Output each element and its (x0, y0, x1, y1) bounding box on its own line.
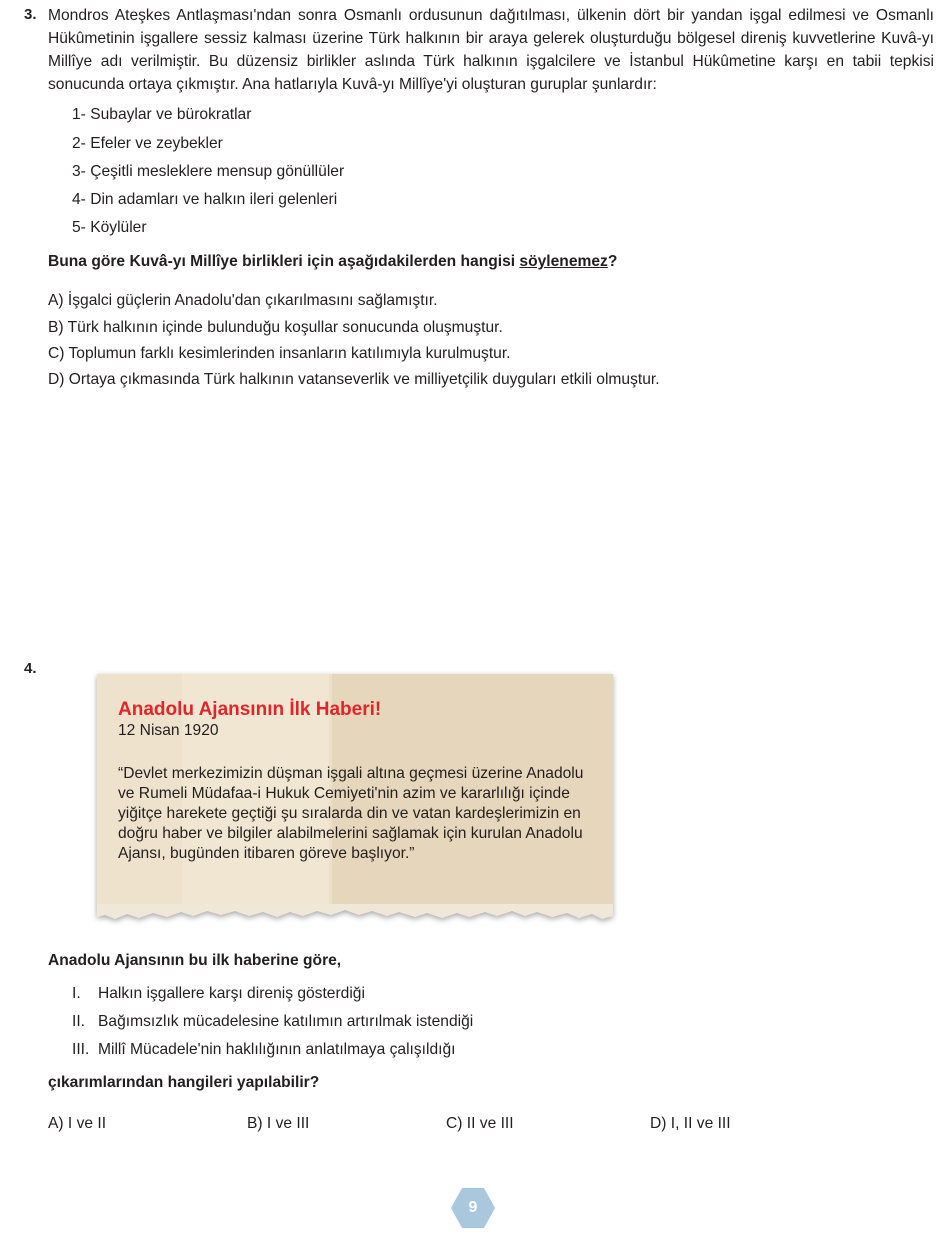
group-item-5: 5- Köylüler (72, 219, 147, 236)
news-clipping-card (97, 674, 613, 924)
statement-2: II. Bağımsızlık mücadelesine katılımın artırılmak istendiği (72, 1013, 474, 1030)
page-number-badge (451, 1188, 495, 1228)
option-d[interactable]: D) Ortaya çıkmasında Türk halkının vatanseverlik ve milliyetçilik duyguları etkili olmuştur. (48, 371, 660, 388)
question-4-stem: çıkarımlarından hangileri yapılabilir? (48, 1074, 320, 1091)
option-a[interactable]: A) İşgalci güçlerin Anadolu'dan çıkarılmasını sağlamıştır. (48, 292, 438, 309)
group-item-1: 1- Subaylar ve bürokratlar (72, 106, 252, 123)
option-b[interactable]: B) Türk halkının içinde bulunduğu koşullar sonucunda oluşmuştur. (48, 319, 503, 336)
option-c[interactable]: C) Toplumun farklı kesimlerinden insanların katılımıyla kurulmuştur. (48, 345, 511, 362)
group-item-3: 3- Çeşitli mesleklere mensup gönüllüler (72, 163, 345, 180)
news-title: Anadolu Ajansının İlk Haberi! (118, 699, 382, 720)
question-4-intro: Anadolu Ajansının bu ilk haberine göre, (48, 952, 342, 969)
statement-1: I. Halkın işgallere karşı direniş gösterdiği (72, 985, 365, 1002)
question-3-stem: Buna göre Kuvâ-yı Millîye birlikleri için aşağıdakilerden hangisi söylenemez? (48, 253, 618, 270)
group-item-4: 4- Din adamları ve halkın ileri gelenleri (72, 191, 338, 208)
question-3-paragraph: Mondros Ateşkes Antlaşması'ndan sonra Osmanlı ordusunun dağıtılması, ülkenin dört bir yandan işgal edilmesi ve Osmanlı Hükûmetinin işgallere sessiz kalması üzerine Türk halkının bir araya gelerek oluşturduğu bölgesel direniş kuvvetlerine Kuvâ-yı Millîye adı verilmiştir. Bu düzensiz birlikler aslında Türk halkının işgalcilere ve İstanbul Hükûmetine karşı en tabii tepkisi sonucunda ortaya çıkmıştır. Ana hatlarıyla Kuvâ-yı Millîye'yi oluşturan guruplar şunlardır: (48, 7, 934, 93)
statement-3: III. Millî Mücadele'nin haklılığının anlatılmaya çalışıldığı (72, 1041, 456, 1058)
group-item-2: 2- Efeler ve zeybekler (72, 135, 223, 152)
option-a[interactable]: A) I ve II (48, 1115, 107, 1132)
option-b[interactable]: B) I ve III (247, 1115, 310, 1132)
question-3-number: 3. (24, 6, 37, 23)
option-c[interactable]: C) II ve III (446, 1115, 514, 1132)
question-4-number: 4. (24, 660, 37, 677)
news-date: 12 Nisan 1920 (118, 722, 219, 739)
option-d[interactable]: D) I, II ve III (650, 1115, 731, 1132)
underlined-keyword: söylenemez (519, 253, 608, 270)
page-number: 9 (468, 1199, 478, 1216)
news-quote: “Devlet merkezimizin düşman işgali altına geçmesi üzerine Anadolu ve Rumeli Müdafaa-i Hukuk Cemiyeti'nin azim ve kararlılığı içinde yiğitçe harekete geçtiği şu sıralarda din ve vatan kardeşlerimizin en doğru haber ve bilgiler alabilmelerini sağlamak için kurulan Anadolu Ajansı, bugünden itibaren göreve başlıyor.” (118, 765, 584, 862)
